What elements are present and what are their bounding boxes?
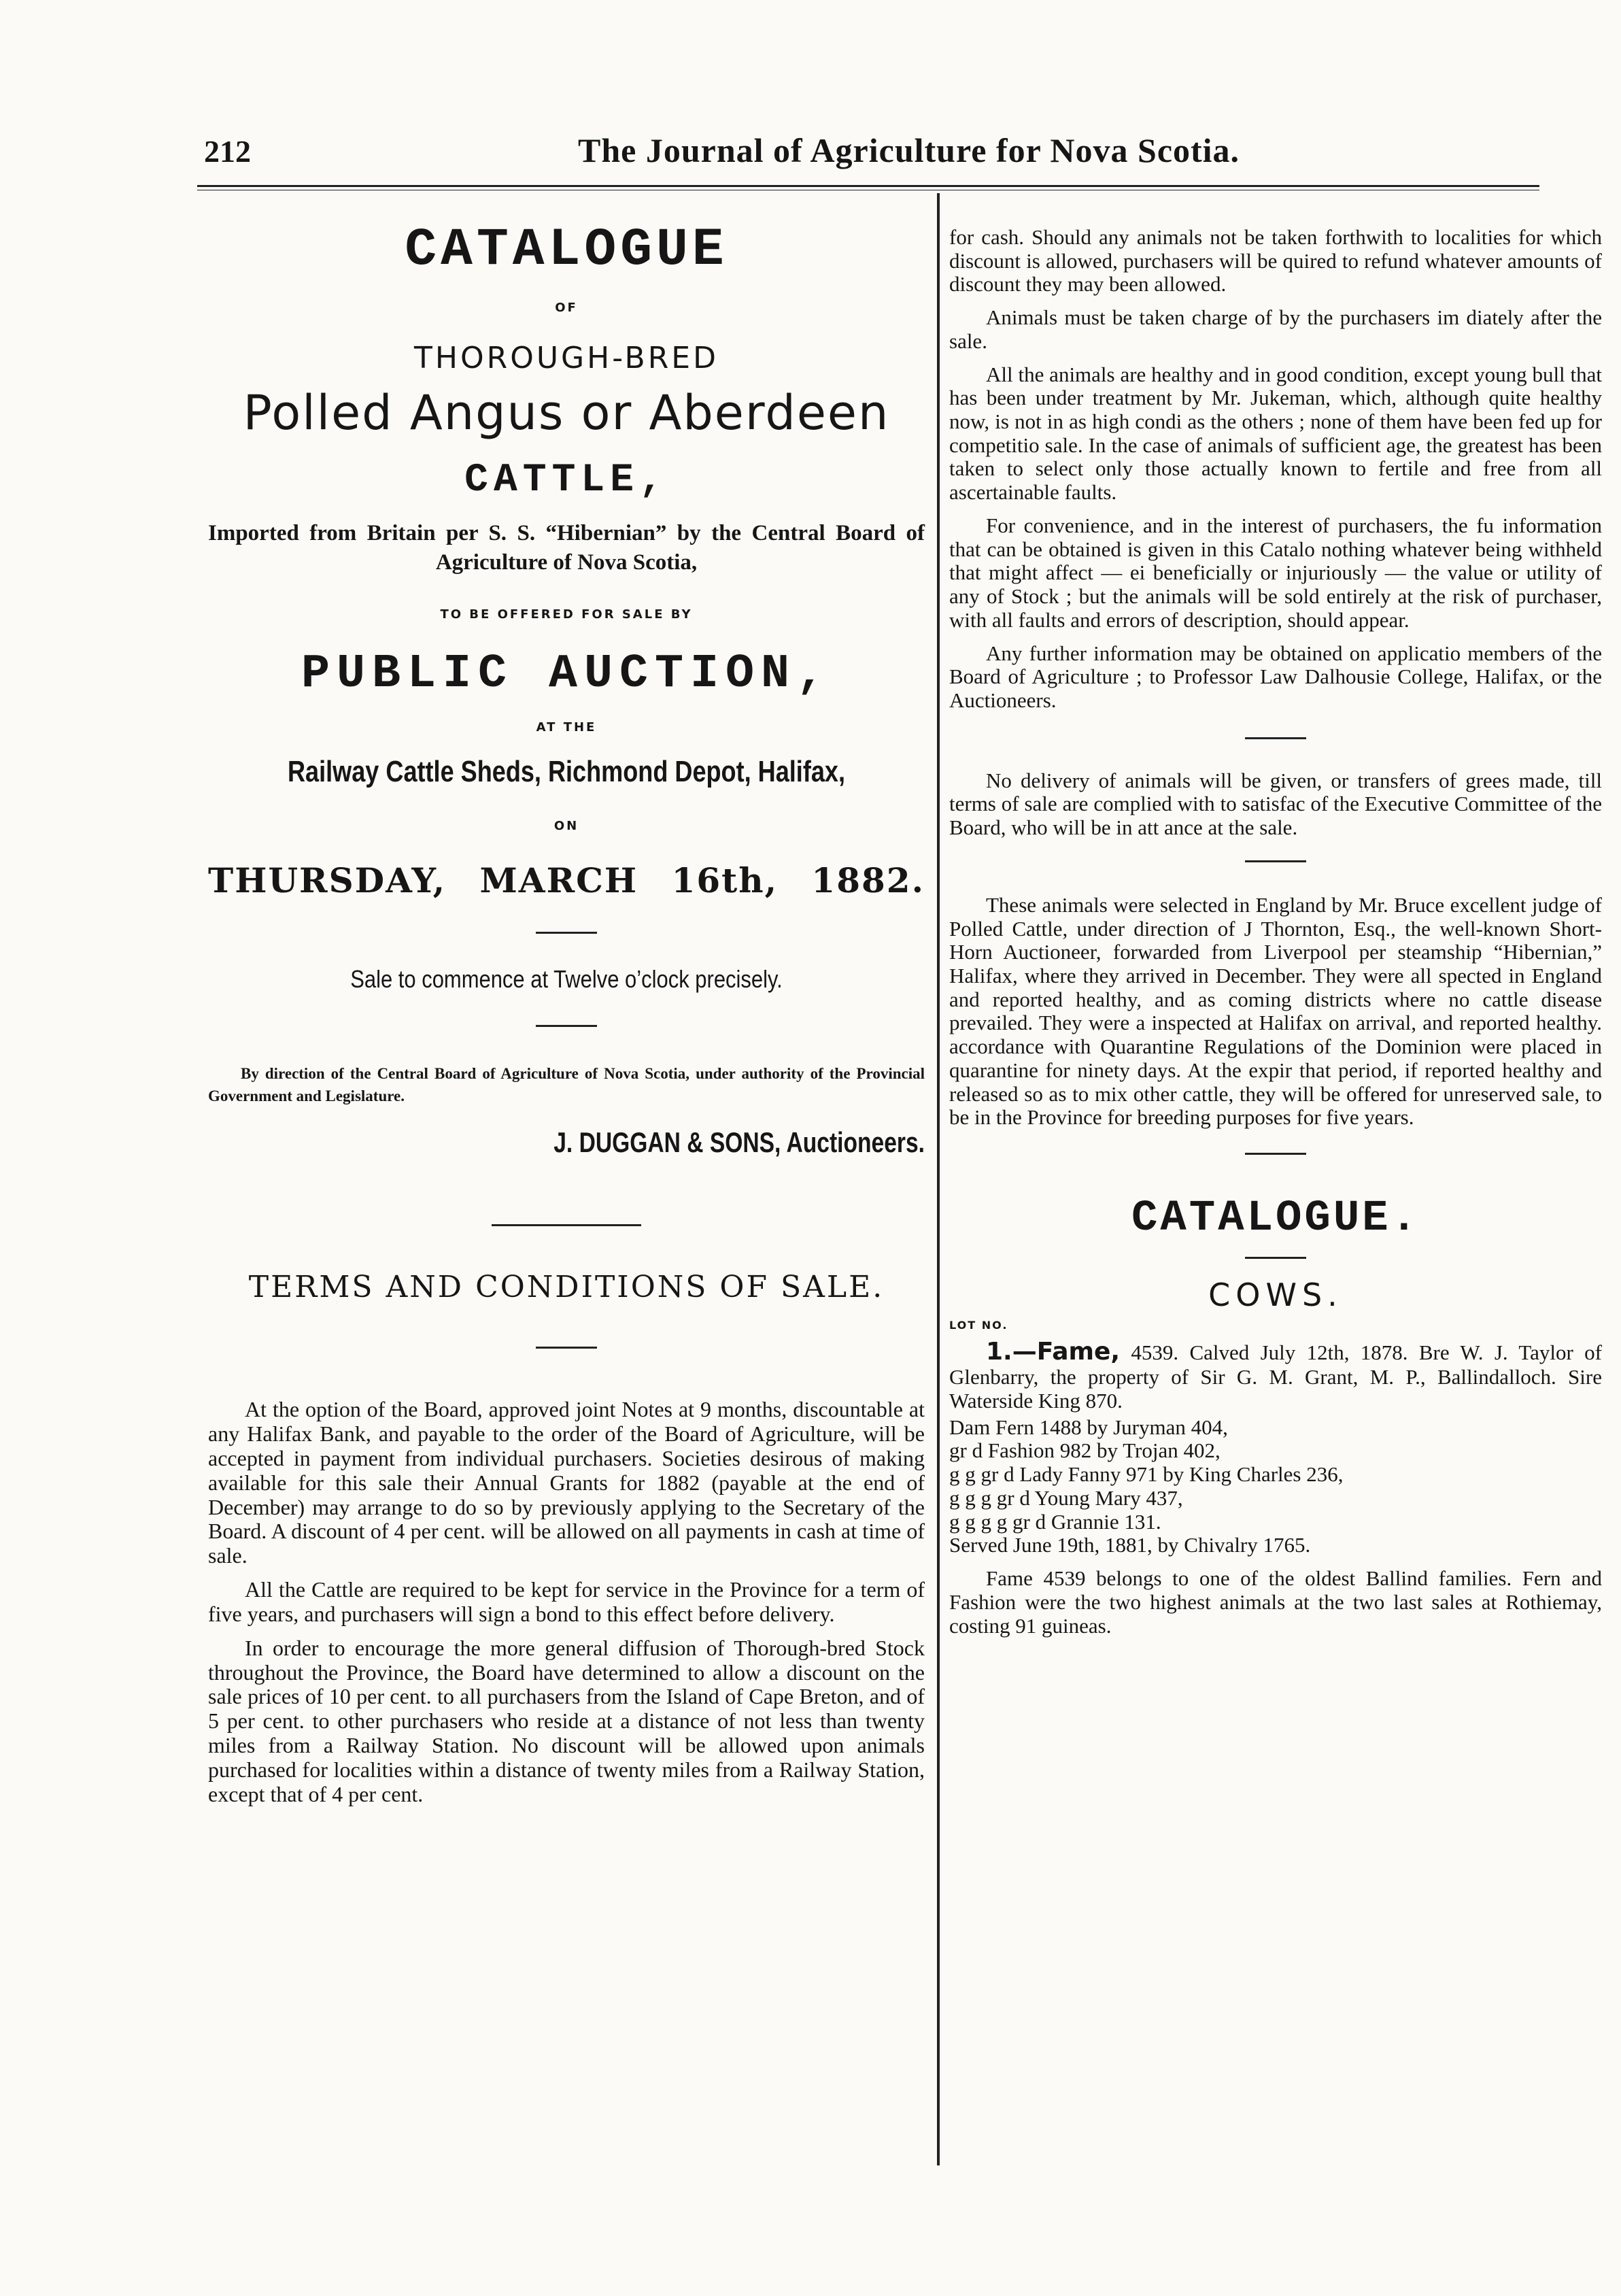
page-header (197, 133, 1539, 181)
terms-continued: for cash. Should any animals not be taken forthwith to localities for which discount is allowed, purchasers will be quired to refund whatever amounts of discount they may been allowed. (949, 225, 1602, 297)
venue-line: Railway Cattle Sheds, Richmond Depot, Halifax, (288, 754, 845, 788)
journal-title: The Journal of Agriculture for Nova Scotia. (578, 131, 1240, 169)
date-month: MARCH (479, 860, 638, 900)
date-dayno: 16th, (671, 860, 779, 900)
right-column (949, 226, 1602, 1647)
thoroughbred-heading: THOROUGH-BRED (414, 340, 719, 375)
terms-paragraph: All the Cattle are required to be kept for service in the Province for a term of five years, and purchasers will sign a bond to this effect before delivery. (208, 1577, 925, 1626)
divider-rule (1245, 1153, 1306, 1155)
catalogue-heading: CATALOGUE. (1131, 1194, 1420, 1243)
terms-paragraph: In order to encourage the more general diffusion of Thorough-bred Stock throughout the Province, the Board have determined to allow a discount on the sale prices of 10 per cent. to all purchasers from the Island of Cape Breton, and of 5 per cent. to other purchasers who reside at a distance of not less than twenty miles from a Railway Station. No discount will be allowed upon animals purchased for localities within a distance of twenty miles from a Railway Station, except that of 4 per cent. (208, 1635, 925, 1806)
auctioneers-line: J. DUGGAN & SONS, Auctioneers. (553, 1126, 925, 1159)
of-label: OF (555, 300, 578, 315)
terms-paragraph: At the option of the Board, approved joint Notes at 9 months, discountable at any Halifax Bank, and payable to the order of the Board of Agriculture, will be accepted in payment from individual purchasers. Societies desirous of making available for this sale their Annual Grants for 1882 (payable at the end of December) may arrange to do so by previously applying to the Secretary of the Board. A discount of 4 per cent. will be allowed on all payments in cash at time of sale. (208, 1397, 925, 1568)
date-day: THURSDAY, (208, 860, 447, 900)
breed-heading: Polled Angus or Aberdeen (243, 384, 890, 441)
terms-paragraph: Animals must be taken charge of by the purchasers im diately after the sale. (949, 305, 1602, 353)
lot-name: 1.—Fame, (986, 1338, 1121, 1366)
divider-rule (1245, 737, 1306, 739)
lot-note: Fame 4539 belongs to one of the oldest Ballind families. Fern and Fashion were the two highest animals at the two last sales at Rothiemay, costing 91 guineas. (949, 1566, 1602, 1638)
left-column (208, 218, 925, 1817)
selection-paragraph: These animals were selected in England by Mr. Bruce excellent judge of Polled Cattle, under direction of J Thornton, Esq., the well-known Short-Horn Auctioneer, forwarded from Liverpool per steamship “Hibernian,” Halifax, where they arrived in December. They were all spected in England and reported healthy, and as coming districts where no cattle disease prevailed. They were a inspected at Halifax on arrival, and reported healthy. accordance with Quarantine Regulations of the Dominion were placed in quarantine for ninety days. At the expir that period, if reported healthy and released so as to mix other cattle, they will be offered for unreserved sale, to be in the Province for breeding purposes for five years. (949, 892, 1602, 1130)
pedigree-line: g g g g gr d Grannie 131. (949, 1509, 1161, 1534)
pedigree-line: Served June 19th, 1881, by Chivalry 1765. (949, 1533, 1311, 1557)
offered-label: TO BE OFFERED FOR SALE BY (440, 607, 693, 622)
column-divider (937, 193, 940, 2165)
header-rule (197, 185, 1539, 190)
cows-heading: COWS. (1208, 1277, 1343, 1313)
pedigree-line: g g gr d Lady Fanny 971 by King Charles 236, (949, 1462, 1344, 1487)
on-label: ON (553, 818, 579, 833)
divider-rule (536, 932, 597, 934)
pedigree-list (949, 1416, 1602, 1557)
terms-paragraph: All the animals are healthy and in good condition, except young bull that has been under treatment by Mr. Jukeman, which, although quite healthy now, is not in as high condi as the others ; none of them have been fed up for competitio sale. In the case of animals of sufficient age, the greatest has been taken to select only those actually known to fertile and free from all ascertainable faults. (949, 362, 1602, 505)
date-year: 1882. (811, 860, 925, 900)
imported-line: Imported from Britain per S. S. “Hibernian” by the Central Board of Agriculture of Nova Scotia, (208, 520, 925, 575)
divider-rule (1245, 860, 1306, 862)
catalogue-title: CATALOGUE (405, 220, 728, 280)
page-number: 212 (204, 134, 251, 169)
sale-time: Sale to commence at Twelve o’clock precisely. (350, 964, 783, 993)
terms-paragraph: For convenience, and in the interest of purchasers, the fu information that can be obtained is given in this Catalo nothing whatever being withheld that might affect — ei beneficially or injuriously — the value or utility of any of Stock ; but the animals will be sold entirely at the risk of purchaser, with all faults and errors of description, should appear. (949, 513, 1602, 632)
lot-details: 4539. Calved July 12th, 1878. Bre W. J. Taylor of Glenbarry, the property of Sir G. M. Grant, M. P., Ballindalloch. Sire Waterside King 870. (949, 1340, 1602, 1413)
terms-paragraph: Any further information may be obtained on applicatio members of the Board of Agriculture ; to Professor Law Dalhousie College, Halifax, or the Auctioneers. (949, 641, 1602, 712)
cattle-heading: CATTLE, (464, 458, 668, 503)
auction-date (208, 860, 925, 900)
divider-rule (492, 1224, 641, 1226)
auction-heading: PUBLIC AUCTION, (301, 647, 832, 701)
divider-rule (536, 1347, 597, 1349)
at-the-label: AT THE (536, 720, 597, 735)
divider-rule (1245, 1257, 1306, 1259)
lot-no-label: LOT NO. (949, 1319, 1008, 1332)
delivery-paragraph: No delivery of animals will be given, or transfers of grees made, till terms of sale are complied with to satisfac of the Executive Committee of the Board, who will be in att ance at the sale. (949, 768, 1602, 840)
direction-note: By direction of the Central Board of Agriculture of Nova Scotia, under authority of the Provincial Government and Legislature. (208, 1064, 925, 1104)
lot-entry (949, 1338, 1602, 1413)
pedigree-line: Dam Fern 1488 by Juryman 404, (949, 1415, 1228, 1439)
divider-rule (536, 1025, 597, 1027)
pedigree-line: g g g gr d Young Mary 437, (949, 1485, 1183, 1510)
pedigree-line: gr d Fashion 982 by Trojan 402, (949, 1438, 1221, 1463)
terms-paragraphs (208, 1398, 925, 1806)
terms-heading: TERMS AND CONDITIONS OF SALE. (248, 1270, 885, 1305)
